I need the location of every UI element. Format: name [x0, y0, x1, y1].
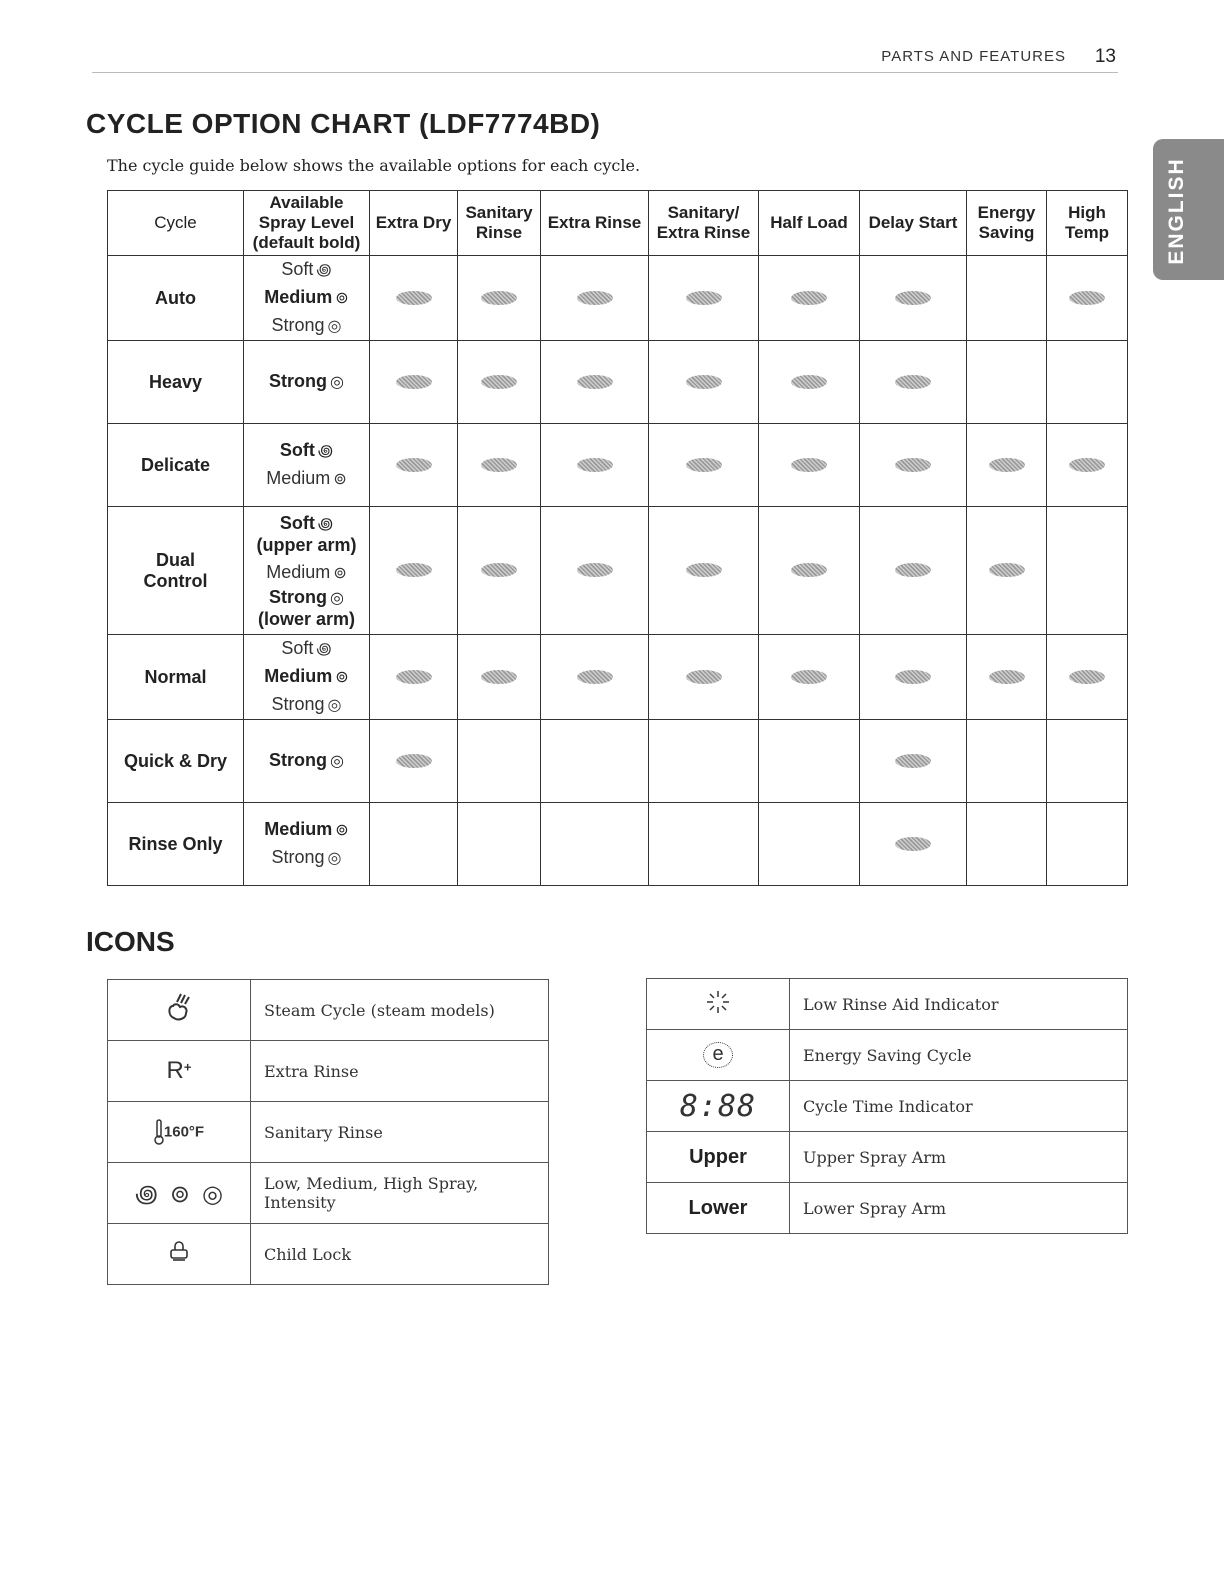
option-available-dot	[895, 837, 931, 851]
soft-spray-icon: ꩜	[135, 1180, 158, 1208]
spray-medium: Medium ⊚	[244, 816, 369, 844]
header-cycle: Cycle	[108, 191, 244, 256]
table-row-quick-dry	[108, 720, 1128, 803]
cycle-name: Heavy	[108, 341, 244, 424]
header-energy-saving: Energy Saving	[967, 191, 1047, 256]
option-available-dot	[396, 375, 432, 389]
header-half-load: Half Load	[759, 191, 860, 256]
option-available-dot	[791, 670, 827, 684]
icon-label: Cycle Time Indicator	[790, 1081, 1128, 1132]
cycle-name: Quick & Dry	[108, 720, 244, 803]
page-number: 13	[1094, 46, 1116, 67]
option-available-dot	[577, 563, 613, 577]
icon-label: Steam Cycle (steam models)	[251, 980, 549, 1041]
option-available-dot	[989, 563, 1025, 577]
empty-cell	[967, 256, 1047, 341]
medium-spray-icon: ⊚	[333, 564, 347, 582]
strong-spray-icon: ◎	[327, 697, 342, 714]
empty-cell	[458, 803, 541, 886]
option-available-dot	[791, 375, 827, 389]
empty-cell	[541, 720, 649, 803]
strong-spray-icon: ◎	[201, 1180, 223, 1208]
intro-text: The cycle guide below shows the available options for each cycle.	[107, 156, 641, 175]
option-available-dot	[481, 670, 517, 684]
spray-strong: Strong ◎	[244, 747, 369, 775]
medium-spray-icon: ⊚	[169, 1180, 190, 1208]
option-available-dot	[686, 563, 722, 577]
spray-strong: Strong ◎	[269, 586, 344, 607]
empty-cell	[1047, 720, 1128, 803]
empty-cell	[967, 720, 1047, 803]
spray-medium: Medium ⊚	[244, 663, 369, 691]
spray-level-cell	[244, 341, 370, 424]
rinse-aid-icon	[647, 979, 790, 1030]
empty-cell	[370, 803, 458, 886]
header-high-temp: High Temp	[1047, 191, 1128, 256]
option-available-dot	[791, 563, 827, 577]
option-available-dot	[686, 670, 722, 684]
empty-cell	[649, 720, 759, 803]
language-tab-label: ENGLISH	[1165, 157, 1188, 265]
option-available-dot	[577, 670, 613, 684]
icon-label: Low, Medium, High Spray, Intensity	[251, 1163, 549, 1224]
option-available-dot	[481, 563, 517, 577]
header-sanitary-rinse: Sanitary Rinse	[458, 191, 541, 256]
spray-medium: Medium ⊚	[244, 284, 369, 312]
option-available-dot	[1069, 291, 1105, 305]
list-item	[647, 1132, 1128, 1183]
medium-spray-icon: ⊚	[333, 471, 347, 488]
extra-rinse-icon: R+	[108, 1041, 251, 1102]
empty-cell	[458, 720, 541, 803]
option-available-dot	[481, 458, 517, 472]
empty-cell	[759, 720, 860, 803]
table-row-dual-control	[108, 507, 1128, 635]
empty-cell	[967, 341, 1047, 424]
spray-strong: Strong ◎	[244, 844, 369, 872]
icon-label: Extra Rinse	[251, 1041, 549, 1102]
spray-level-cell	[244, 803, 370, 886]
option-available-dot	[481, 375, 517, 389]
upper-text: Upper	[647, 1132, 790, 1183]
spray-lower-arm-note: (lower arm)	[257, 608, 356, 629]
medium-spray-icon: ⊚	[335, 290, 349, 307]
empty-cell	[541, 803, 649, 886]
header-row	[108, 191, 1128, 256]
soft-spray-icon: ꩜	[317, 443, 334, 460]
spray-medium: Medium ⊚	[244, 559, 369, 587]
spray-soft: Soft ꩜	[244, 635, 369, 663]
option-available-dot	[396, 670, 432, 684]
icons-table-right	[646, 978, 1128, 1234]
list-item	[647, 979, 1128, 1030]
option-available-dot	[686, 291, 722, 305]
empty-cell	[649, 803, 759, 886]
option-available-dot	[686, 375, 722, 389]
option-available-dot	[577, 458, 613, 472]
list-item	[108, 1163, 549, 1224]
table-row-delicate	[108, 424, 1128, 507]
spray-level-cell	[244, 424, 370, 507]
header-delay-start: Delay Start	[860, 191, 967, 256]
strong-spray-icon: ◎	[330, 374, 344, 391]
header-spray-level: Available Spray Level (default bold)	[244, 191, 370, 256]
strong-spray-icon: ◎	[330, 753, 344, 770]
list-item	[647, 1183, 1128, 1234]
soft-spray-icon: ꩜	[316, 262, 332, 279]
option-available-dot	[895, 375, 931, 389]
list-item	[647, 1030, 1128, 1081]
header-section-title: PARTS AND FEATURES	[881, 48, 1066, 65]
spray-soft: Soft ꩜	[244, 437, 369, 465]
header-sanitary-extra-rinse: Sanitary/ Extra Rinse	[649, 191, 759, 256]
empty-cell	[759, 803, 860, 886]
lower-text: Lower	[647, 1183, 790, 1234]
option-available-dot	[895, 291, 931, 305]
soft-spray-icon: ꩜	[316, 641, 332, 658]
option-available-dot	[396, 291, 432, 305]
icon-label: Child Lock	[251, 1224, 549, 1285]
cycle-time-digits: 8:88	[647, 1081, 790, 1132]
icon-label: Energy Saving Cycle	[790, 1030, 1128, 1081]
list-item	[108, 980, 549, 1041]
cycle-name: Normal	[108, 635, 244, 720]
option-available-dot	[989, 458, 1025, 472]
medium-spray-icon: ⊚	[335, 822, 349, 839]
icon-label: Lower Spray Arm	[790, 1183, 1128, 1234]
cycle-name: Rinse Only	[108, 803, 244, 886]
spray-level-cell	[244, 507, 370, 635]
table-row-rinse-only	[108, 803, 1128, 886]
list-item	[108, 1224, 549, 1285]
empty-cell	[1047, 803, 1128, 886]
option-available-dot	[1069, 458, 1105, 472]
page-header	[92, 46, 1118, 73]
language-tab	[1153, 139, 1224, 280]
spray-level-cell	[244, 635, 370, 720]
cycle-name: Delicate	[108, 424, 244, 507]
header-extra-rinse: Extra Rinse	[541, 191, 649, 256]
spray-soft: Soft ꩜	[244, 256, 369, 284]
icon-label: Low Rinse Aid Indicator	[790, 979, 1128, 1030]
soft-spray-icon: ꩜	[317, 515, 334, 533]
option-available-dot	[895, 754, 931, 768]
spray-intensity-icons	[108, 1163, 251, 1224]
list-item	[108, 1041, 549, 1102]
cycle-option-table	[107, 190, 1128, 886]
spray-level-cell	[244, 720, 370, 803]
option-available-dot	[577, 291, 613, 305]
option-available-dot	[686, 458, 722, 472]
option-available-dot	[895, 458, 931, 472]
spray-upper-arm-note: (upper arm)	[256, 534, 357, 555]
option-available-dot	[577, 375, 613, 389]
table-row-auto	[108, 256, 1128, 341]
spray-strong: Strong ◎	[244, 691, 369, 719]
icons-table-left	[107, 979, 549, 1285]
table-row-heavy	[108, 341, 1128, 424]
icon-label: Sanitary Rinse	[251, 1102, 549, 1163]
option-available-dot	[396, 754, 432, 768]
page-title: CYCLE OPTION CHART (LDF7774BD)	[86, 108, 601, 139]
energy-saving-icon: e	[647, 1030, 790, 1081]
icon-label: Upper Spray Arm	[790, 1132, 1128, 1183]
header-extra-dry: Extra Dry	[370, 191, 458, 256]
option-available-dot	[895, 563, 931, 577]
option-available-dot	[481, 291, 517, 305]
medium-spray-icon: ⊚	[335, 669, 349, 686]
empty-cell	[1047, 507, 1128, 635]
option-available-dot	[895, 670, 931, 684]
empty-cell	[1047, 341, 1128, 424]
option-available-dot	[791, 458, 827, 472]
strong-spray-icon: ◎	[327, 318, 342, 335]
strong-spray-icon: ◎	[330, 589, 344, 607]
cycle-name: Dual Control	[108, 507, 244, 635]
spray-soft: Soft ꩜	[279, 512, 334, 533]
spray-medium: Medium ⊚	[244, 465, 369, 493]
list-item	[108, 1102, 549, 1163]
option-available-dot	[396, 563, 432, 577]
list-item	[647, 1081, 1128, 1132]
steam-icon	[108, 980, 251, 1041]
empty-cell	[967, 803, 1047, 886]
strong-spray-icon: ◎	[327, 850, 342, 867]
cycle-name: Auto	[108, 256, 244, 341]
table-row-normal	[108, 635, 1128, 720]
sanitary-rinse-icon: 160°F	[108, 1102, 251, 1163]
option-available-dot	[791, 291, 827, 305]
option-available-dot	[1069, 670, 1105, 684]
option-available-dot	[989, 670, 1025, 684]
spray-strong: Strong ◎	[244, 368, 369, 396]
option-available-dot	[396, 458, 432, 472]
spray-level-cell	[244, 256, 370, 341]
spray-strong: Strong ◎	[244, 312, 369, 340]
child-lock-icon	[108, 1224, 251, 1285]
icons-section-title: ICONS	[86, 926, 175, 957]
